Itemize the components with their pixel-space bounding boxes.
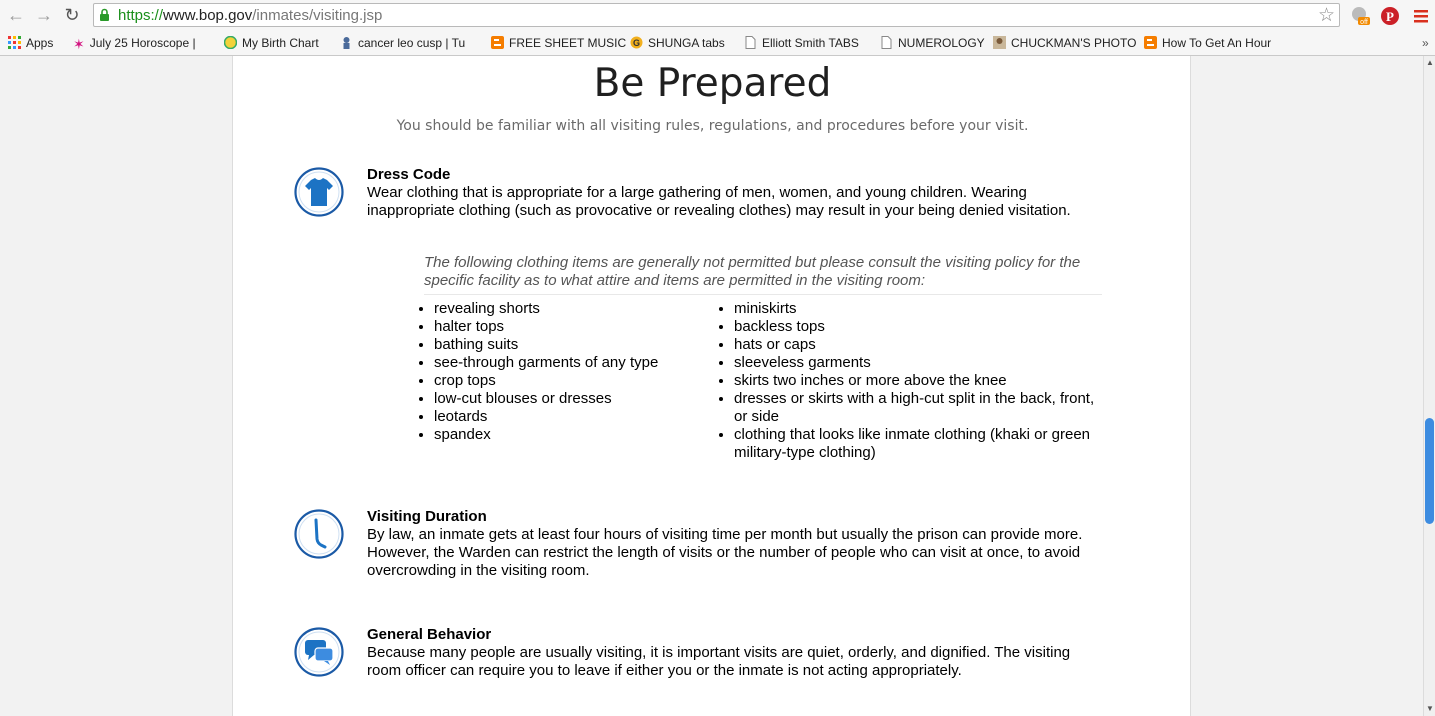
svg-text:G: G	[632, 38, 641, 48]
list-item: • halter tops	[434, 318, 704, 336]
bookmark-shunga-tabs[interactable]: G SHUNGA tabs	[630, 36, 725, 52]
extension-off-icon[interactable]	[1350, 6, 1370, 26]
chart-wheel-icon	[224, 36, 237, 49]
general-behavior-title: General Behavior	[367, 626, 492, 643]
bookmark-sheet-music[interactable]: FREE SHEET MUSIC	[491, 36, 626, 52]
dress-code-body: Wear clothing that is appropriate for a large gathering of men, women, and young children. Wearing inappropriate clothing (such as provocative or revealing clothes) may result in your being denied visitation.	[367, 184, 1071, 219]
browser-toolbar	[0, 0, 1435, 32]
list-item: • skirts two inches or more above the knee	[734, 372, 1104, 390]
bookmark-horoscope[interactable]: ✶ July 25 Horoscope |	[73, 36, 196, 52]
visiting-duration-body: By law, an inmate gets at least four hours of visiting time per month but usually the prison can provide more. However, the Warden can restrict the length of visits or the number of people who can visit at once, to avoid overcrowding in the visiting room.	[367, 526, 1083, 579]
page-icon	[880, 36, 893, 49]
list-item: • miniskirts	[734, 300, 1104, 318]
forward-arrow-icon[interactable]: →	[35, 5, 53, 25]
bookmarks-bar	[0, 32, 1435, 56]
scroll-down-arrow-icon[interactable]: ▼	[1426, 704, 1434, 713]
page-title: Be Prepared	[593, 61, 832, 106]
more-bookmarks-chevron-icon[interactable]: »	[1422, 36, 1429, 50]
clock-hand-icon	[294, 509, 344, 559]
photo-thumbnail-icon	[993, 36, 1006, 49]
url-text: https://www.bop.gov/inmates/visiting.jsp	[118, 7, 383, 24]
list-item: • bathing suits	[434, 336, 704, 354]
svg-text:off: off	[1360, 19, 1368, 26]
list-item: • see-through garments of any type	[434, 354, 704, 372]
vertical-scrollbar[interactable]	[1423, 56, 1435, 716]
list-item: • leotards	[434, 408, 704, 426]
speech-bubbles-icon	[294, 627, 344, 677]
list-item: • backless tops	[734, 318, 1104, 336]
list-item: • hats or caps	[734, 336, 1104, 354]
list-item: • crop tops	[434, 372, 704, 390]
list-item: • revealing shorts	[434, 300, 704, 318]
general-behavior-body: Because many people are usually visiting, it is important visits are quiet, orderly, and dignified. The visiting room officer can require you to leave if either you or the inmate is not acting appropriately.	[367, 644, 1071, 679]
bookmark-birth-chart[interactable]: My Birth Chart	[224, 36, 319, 52]
back-arrow-icon[interactable]: ←	[7, 5, 25, 25]
menu-icon[interactable]	[1411, 6, 1431, 26]
blogger-icon	[1144, 36, 1157, 49]
t-shirt-icon	[294, 167, 344, 217]
visiting-duration-title: Visiting Duration	[367, 508, 487, 525]
apps-grid-icon	[8, 36, 21, 49]
bookmark-cancer-leo[interactable]: cancer leo cusp | Tu	[340, 36, 465, 52]
g-badge-icon	[630, 36, 643, 49]
list-item: • spandex	[434, 426, 704, 444]
dress-code-note: The following clothing items are generally not permitted but please consult the visiting policy for the specific facility as to what attire and items are permitted in the visiting room:	[424, 254, 1102, 295]
lock-icon	[99, 8, 110, 22]
bookmark-chuckman[interactable]: CHUCKMAN'S PHOTO	[993, 36, 1136, 52]
bookmark-how-to[interactable]: How To Get An Hour	[1144, 36, 1271, 52]
page-content	[232, 56, 1191, 716]
not-permitted-list-left	[416, 300, 704, 444]
scrollbar-thumb[interactable]	[1425, 418, 1434, 524]
svg-text:P: P	[1386, 9, 1394, 24]
list-item: • sleeveless garments	[734, 354, 1104, 372]
bookmark-elliott-smith[interactable]: Elliott Smith TABS	[744, 36, 859, 52]
blogger-icon	[491, 36, 504, 49]
bookmark-numerology[interactable]: NUMEROLOGY	[880, 36, 985, 52]
bookmark-star-icon[interactable]: ☆	[1317, 5, 1335, 26]
page-subtitle: You should be familiar with all visiting rules, regulations, and procedures before your visit.	[396, 118, 1029, 134]
reload-icon[interactable]: ↻	[64, 5, 80, 25]
tumblr-figure-icon	[340, 36, 353, 49]
scroll-up-arrow-icon[interactable]: ▲	[1426, 58, 1434, 67]
pinterest-icon[interactable]	[1380, 6, 1400, 26]
list-item: • low-cut blouses or dresses	[434, 390, 704, 408]
star-burst-icon: ✶	[73, 36, 85, 52]
list-item: • dresses or skirts with a high-cut split in the back, front, or side	[734, 390, 1104, 426]
dress-code-title: Dress Code	[367, 166, 451, 183]
not-permitted-list-right	[716, 300, 1104, 462]
address-bar[interactable]	[93, 3, 1340, 27]
page-icon	[744, 36, 757, 49]
bookmark-apps[interactable]: Apps	[8, 36, 53, 52]
list-item: • clothing that looks like inmate clothing (khaki or green military-type clothing)	[734, 426, 1104, 462]
